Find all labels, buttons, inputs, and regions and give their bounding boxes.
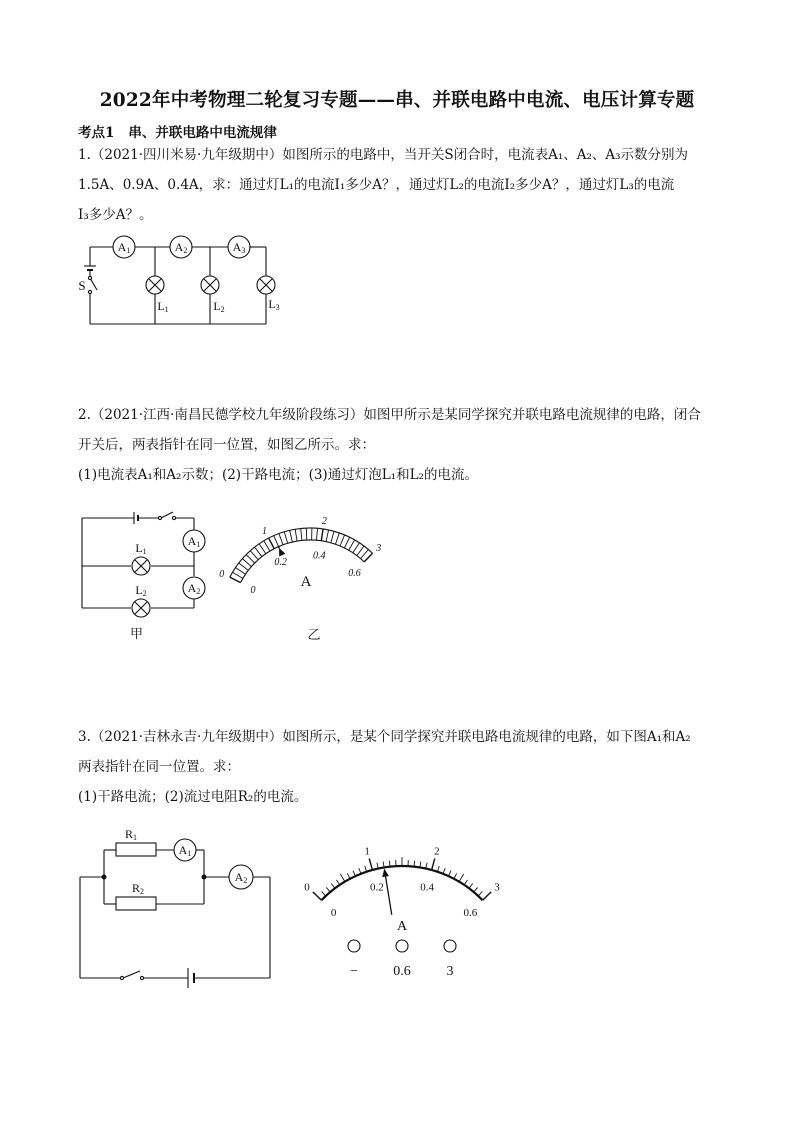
lamp-l1-label: L1 [135, 541, 147, 556]
question-1 [78, 140, 718, 230]
dial-lower-scale-label: 0 [330, 907, 337, 920]
lamp-l2-label: L2 [135, 583, 147, 598]
resistor-r2 [116, 897, 156, 910]
question-2-line-1: 2.（2021·江西·南昌民德学校九年级阶段练习）如图甲所示是某同学探究并联电路电流规律的电路，闭合 [78, 407, 701, 423]
dial-tick [349, 540, 355, 550]
dial-tick [279, 534, 283, 545]
question-3-ammeter-dial [292, 836, 517, 986]
dial-tick [353, 543, 360, 553]
dial-upper-scale-label: 2 [321, 516, 327, 528]
dial-tick [236, 567, 246, 574]
ammeter-a1-label: A1 [187, 534, 201, 549]
dial-tick [264, 541, 270, 551]
lamp-l2 [201, 276, 219, 294]
section-label: 考点1 [78, 125, 115, 141]
dial-arc [321, 866, 482, 900]
ammeter-a1-label: A1 [117, 240, 131, 255]
section-heading [78, 121, 277, 141]
dial-tick [274, 536, 279, 547]
dial-tick [316, 528, 317, 540]
question-3-line-3: (1)干路电流；(2)流过电阻R₂的电流。 [78, 789, 308, 805]
question-3-circuit-diagram [74, 822, 284, 994]
dial-tick [331, 531, 334, 543]
dial-lower-scale-label: 0.2 [274, 557, 287, 569]
question-2 [78, 400, 718, 490]
dial-tick [301, 528, 302, 540]
dial-tick [483, 892, 492, 900]
terminal-negative-label: − [350, 964, 358, 979]
dial-tick [250, 551, 258, 560]
dial-tick [269, 538, 275, 549]
lamp-l1 [146, 276, 164, 294]
dial-upper-scale-label: 0 [219, 569, 225, 581]
terminal-3-label: 3 [446, 964, 454, 979]
ammeter-a1-label: A1 [178, 843, 192, 858]
figure-caption-yi: 乙 [307, 627, 321, 642]
terminal-0-6 [396, 940, 408, 952]
dial-tick [432, 858, 435, 870]
dial-upper-scale-label: 3 [494, 881, 500, 894]
dial-tick [340, 535, 345, 546]
dial-tick [340, 874, 345, 882]
dial-tick [242, 559, 251, 567]
dial-tick [230, 577, 241, 582]
ammeter-a2-label: A2 [174, 240, 188, 255]
lamp-l3 [257, 276, 275, 294]
question-1-line-2: 1.5A、0.9A、0.4A，求：通过灯L₁的电流I₁多少A？，通过灯L₂的电流I₂多少A？，通过灯L₃的电流 [78, 177, 675, 193]
dial-tick [259, 544, 266, 554]
lamp-l2 [132, 599, 150, 617]
ammeter-a3-label: A3 [232, 240, 246, 255]
dial-tick [344, 537, 349, 548]
dial-tick [313, 892, 322, 900]
lamp-l2-label: L2 [213, 299, 225, 314]
dial-tick [369, 858, 372, 870]
question-3 [78, 722, 718, 812]
dial-upper-scale-label: 3 [376, 542, 382, 554]
dial-tick [295, 529, 297, 541]
dial-upper-scale-label: 1 [364, 845, 370, 858]
dial-tick [255, 547, 262, 556]
section-name: 串、并联电路中电流规律 [128, 125, 277, 141]
terminal-3 [444, 940, 456, 952]
dial-lower-scale-label: 0.2 [370, 881, 384, 894]
dial-tick [361, 549, 369, 558]
dial-tick [459, 874, 464, 882]
question-3-line-1: 3.（2021·吉林永吉·九年级期中）如图所示，是某个同学探究并联电路电流规律的电路，如下图A₁和A₂ [78, 729, 691, 745]
question-3-line-2: 两表指针在同一位置。求： [78, 759, 240, 775]
resistor-r1-label: R1 [124, 827, 138, 842]
page-title: 2022年中考物理二轮复习专题——串、并联电路中电流、电压计算专题 [99, 90, 695, 111]
dial-tick [326, 530, 328, 542]
dial-lower-scale-label: 0 [250, 584, 256, 596]
dial-tick [239, 563, 248, 570]
terminal-0-6-label: 0.6 [393, 964, 411, 979]
dial-tick [233, 572, 243, 578]
dial-tick [321, 529, 323, 541]
dial-tick [284, 532, 287, 543]
dial-lower-scale-label: 0.6 [348, 567, 361, 579]
dial-lower-scale-label: 0.4 [420, 881, 434, 894]
dial-tick [335, 533, 339, 544]
question-1-circuit-diagram [70, 228, 300, 332]
dial-unit-label: A [396, 919, 408, 934]
question-2-ammeter-dial [219, 500, 402, 645]
lamp-l1-label: L1 [157, 299, 169, 314]
dial-needle-tip [381, 869, 388, 877]
dial-tick [364, 553, 372, 562]
switch-label: S [78, 278, 86, 293]
lamp-l1 [132, 557, 150, 575]
resistor-r1 [116, 843, 156, 856]
dial-upper-scale-label: 1 [262, 526, 268, 538]
dial-upper-scale-label: 0 [304, 881, 310, 894]
dial-upper-scale-label: 2 [434, 845, 440, 858]
question-1-line-3: I₃多少A？。 [78, 207, 153, 223]
ammeter-a2-label: A2 [187, 581, 201, 596]
question-1-line-1: 1.（2021·四川米易·九年级期中）如图所示的电路中，当开关S闭合时，电流表A₁、A₂、A₃示数分别为 [78, 147, 689, 163]
ammeter-a2-label: A2 [234, 870, 248, 885]
dial-tick [246, 555, 255, 563]
lamp-l3-label: L3 [268, 297, 280, 312]
terminal-row [348, 940, 456, 952]
question-2-line-3: (1)电流表A₁和A₂示数；(2)干路电流；(3)通过灯泡L₁和L₂的电流。 [78, 467, 478, 483]
dial-tick [290, 530, 293, 542]
resistor-r2-label: R2 [131, 881, 145, 896]
terminal-negative [348, 940, 360, 952]
question-2-circuit-diagram [74, 506, 224, 644]
dial-needle-tip [277, 547, 285, 556]
dial-lower-scale-label: 0.4 [313, 550, 326, 562]
dial-tick [357, 546, 364, 556]
figure-caption-jia: 甲 [130, 626, 144, 641]
dial-lower-scale-label: 0.6 [463, 907, 478, 920]
question-2-line-2: 开关后，两表指针在同一位置，如图乙所示。求： [78, 437, 375, 453]
dial-unit-label: A [300, 574, 312, 590]
